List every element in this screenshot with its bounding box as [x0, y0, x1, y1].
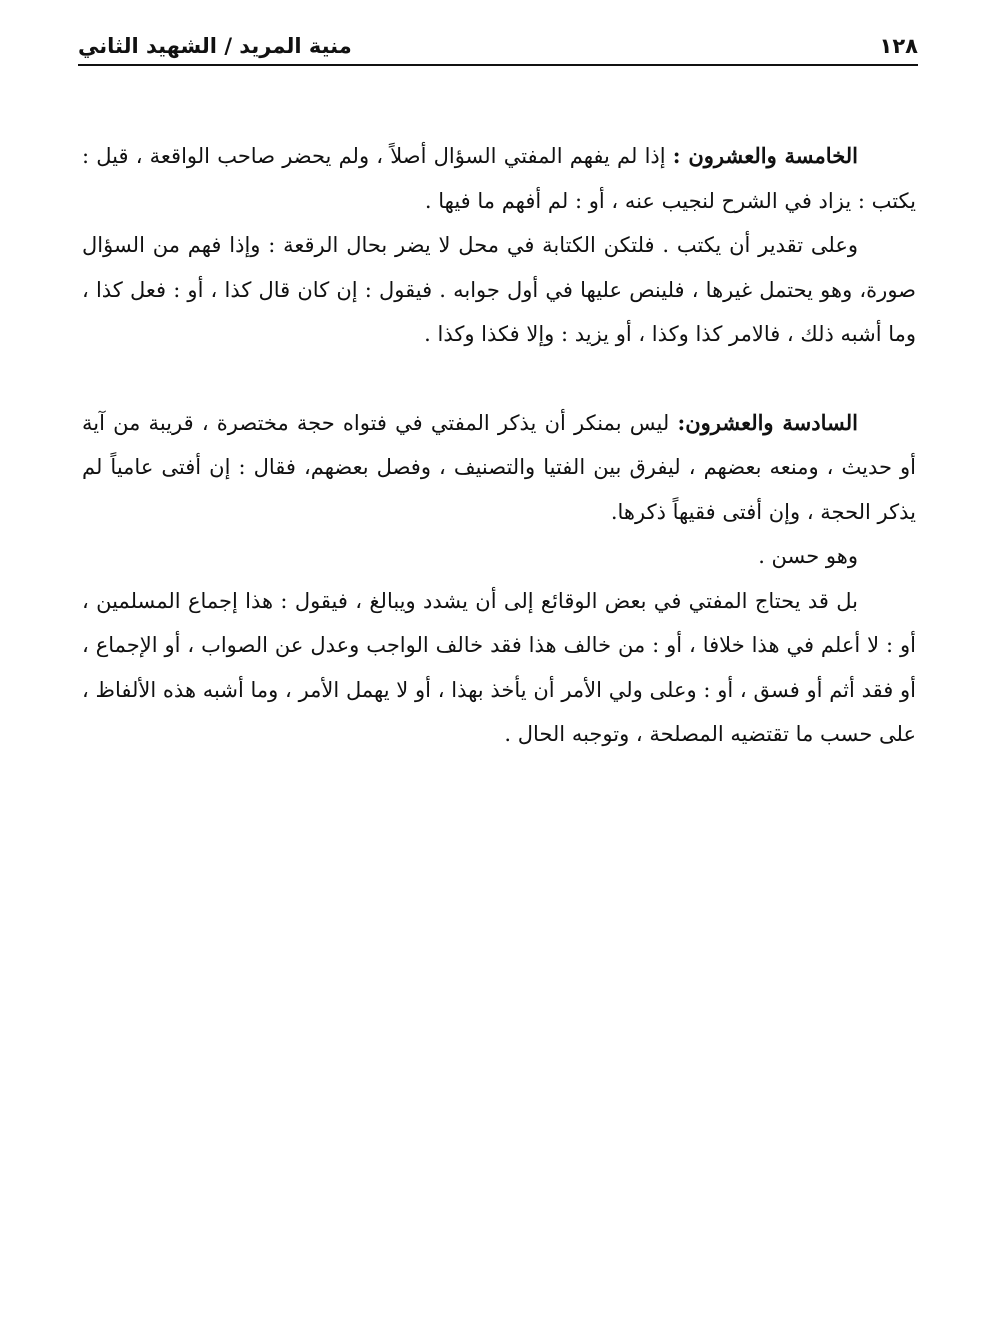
paragraph-26-intro-text: ليس بمنكر أن يذكر المفتي في فتواه حجة مختصرة ، قريبة من آية أو حديث ، ومنعه بعضهم ، ليفرق بين الفتيا والتصنيف ، وفصل بعضهم، فقال : إن أفتى عامياً لم يذكر الحجة ، وإن أفتى فقيهاً ذكرها.	[82, 410, 916, 524]
paragraph-26-body: بل قد يحتاج المفتي في بعض الوقائع إلى أن يشدد ويبالغ ، فيقول : هذا إجماع المسلمين ، أو : لا أعلم في هذا خلافا ، أو : من خالف هذا فقد خالف الواجب وعدل عن الصواب ، أو الإجماع ، أو فقد أثم أو فسق ، أو : وعلى ولي الأمر أن يأخذ بهذا ، أو لا يهمل الأمر ، وما أشبه هذه الألفاظ ، على حسب ما تقتضيه المصلحة ، وتوجبه الحال .	[82, 588, 916, 746]
issue-heading-26: السادسة والعشرون:	[677, 409, 858, 435]
paragraph-25-intro	[82, 134, 916, 223]
section-gap	[82, 357, 916, 401]
header-divider	[78, 64, 918, 66]
paragraph-26-intro	[82, 401, 916, 535]
issue-heading-25: الخامسة والعشرون :	[672, 143, 858, 168]
paragraph-26-remark: وهو حسن .	[758, 544, 858, 568]
page-body	[82, 134, 916, 757]
running-title: منية المريد / الشهيد الثاني	[78, 34, 352, 58]
paragraph-25-intro-text: إذا لم يفهم المفتي السؤال أصلاً ، ولم يحضر صاحب الواقعة ، قيل : يكتب : يزاد في الشرح لنجيب عنه ، أو : لم أفهم ما فيها .	[82, 144, 916, 213]
page-number: ١٢٨	[879, 34, 918, 58]
paragraph-25-body: وعلى تقدير أن يكتب . فلتكن الكتابة في محل لا يضر بحال الرقعة : وإذا فهم من السؤال صورة، وهو يحتمل غيرها ، فلينص عليها في أول جوابه . فيقول : إن كان قال كذا ، أو : فعل كذا ، وما أشبه ذلك ، فالامر كذا وكذا ، أو يزيد : وإلا فكذا وكذا .	[82, 233, 916, 346]
running-header	[78, 28, 918, 68]
